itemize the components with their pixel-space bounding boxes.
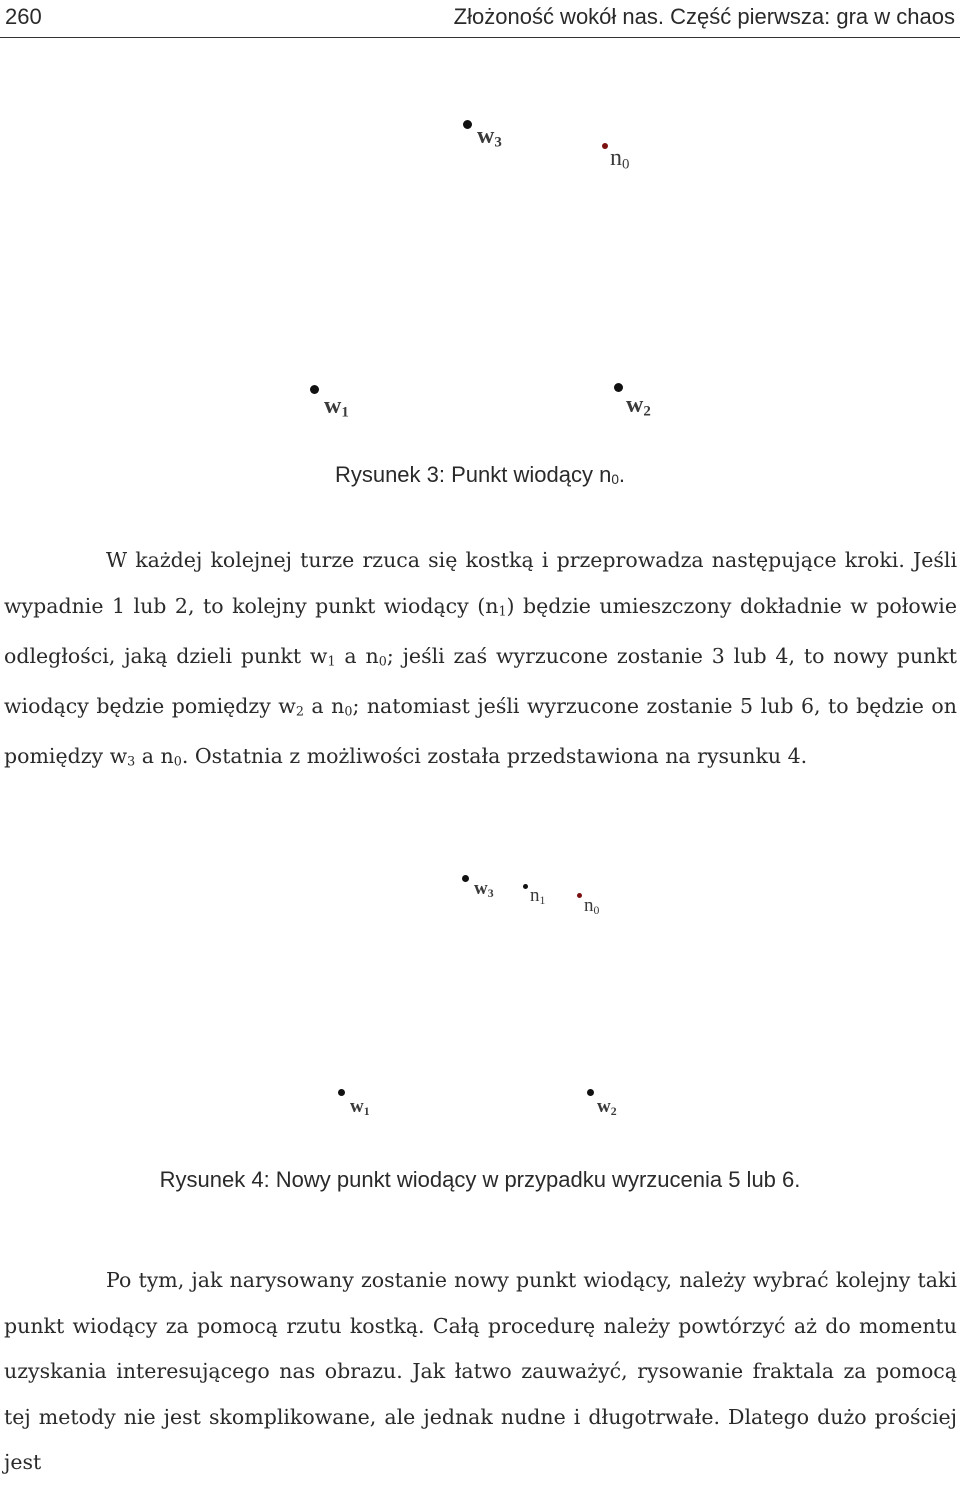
figure-4-caption: Rysunek 4: Nowy punkt wiodący w przypadku wyrzucenia 5 lub 6. (159, 1167, 801, 1192)
point-n0-label: $n_0$ (584, 895, 600, 917)
figure-3-caption: Rysunek 3: Punkt wiodący $n_0$. (334, 462, 626, 488)
point-w3-label: $w_3$ (474, 878, 494, 900)
paragraph-2: Po tym, jak narysowany zostanie nowy punkt wiodący, należy wybrać kolejny taki punkt wiodący za pomocą rzutu kostką. Całą procedurę należy powtórzyć aż do momentu uzyskania interesującego nas obrazu. Jak łatwo zauważyć, rysowanie fraktala za pomocą tej metody nie jest skomplikowane, ale jednak nudne i długotrwałe. Dlatego dużo prościej jest (4, 1268, 957, 1474)
page-number: 260 (5, 4, 42, 29)
point-w1-label: $w_1$ (350, 1096, 370, 1118)
point-w1-marker (338, 1089, 345, 1096)
point-w1-label: $w_1$ (324, 393, 349, 421)
point-n1-marker (523, 884, 528, 889)
point-n0-marker (577, 893, 582, 898)
point-w2-marker (587, 1089, 594, 1096)
point-w2-label: $w_2$ (626, 392, 651, 420)
point-n1-label: $n_1$ (530, 885, 546, 907)
point-w2-label: $w_2$ (597, 1096, 617, 1118)
point-w3-marker (462, 875, 469, 882)
paragraph-1: W każdej kolejnej turze rzuca się kostką i przeprowadza następujące kroki. Jeśli wypadnie 1 lub 2, to kolejny punkt wiodący $(n_1)$ będzie umieszczony dokładnie w połowie odległości, jaką dzieli punkt $w_1$ a $n_0$; jeśli zaś wyrzucone zostanie 3 lub 4, to nowy punkt wiodący będzie pomiędzy $w_2$ a $n_0$; natomiast jeśli wyrzucone zostanie 5 lub 6, to będzie on pomiędzy $w_3$ a $n_0$. Ostatnia z możliwości została przedstawiona na rysunku 4. (4, 548, 958, 769)
running-title: Złożoność wokół nas. Część pierwsza: gra w chaos (453, 4, 955, 29)
point-n0-label: $n_0$ (610, 145, 630, 173)
point-w3-label: $w_3$ (477, 123, 502, 151)
